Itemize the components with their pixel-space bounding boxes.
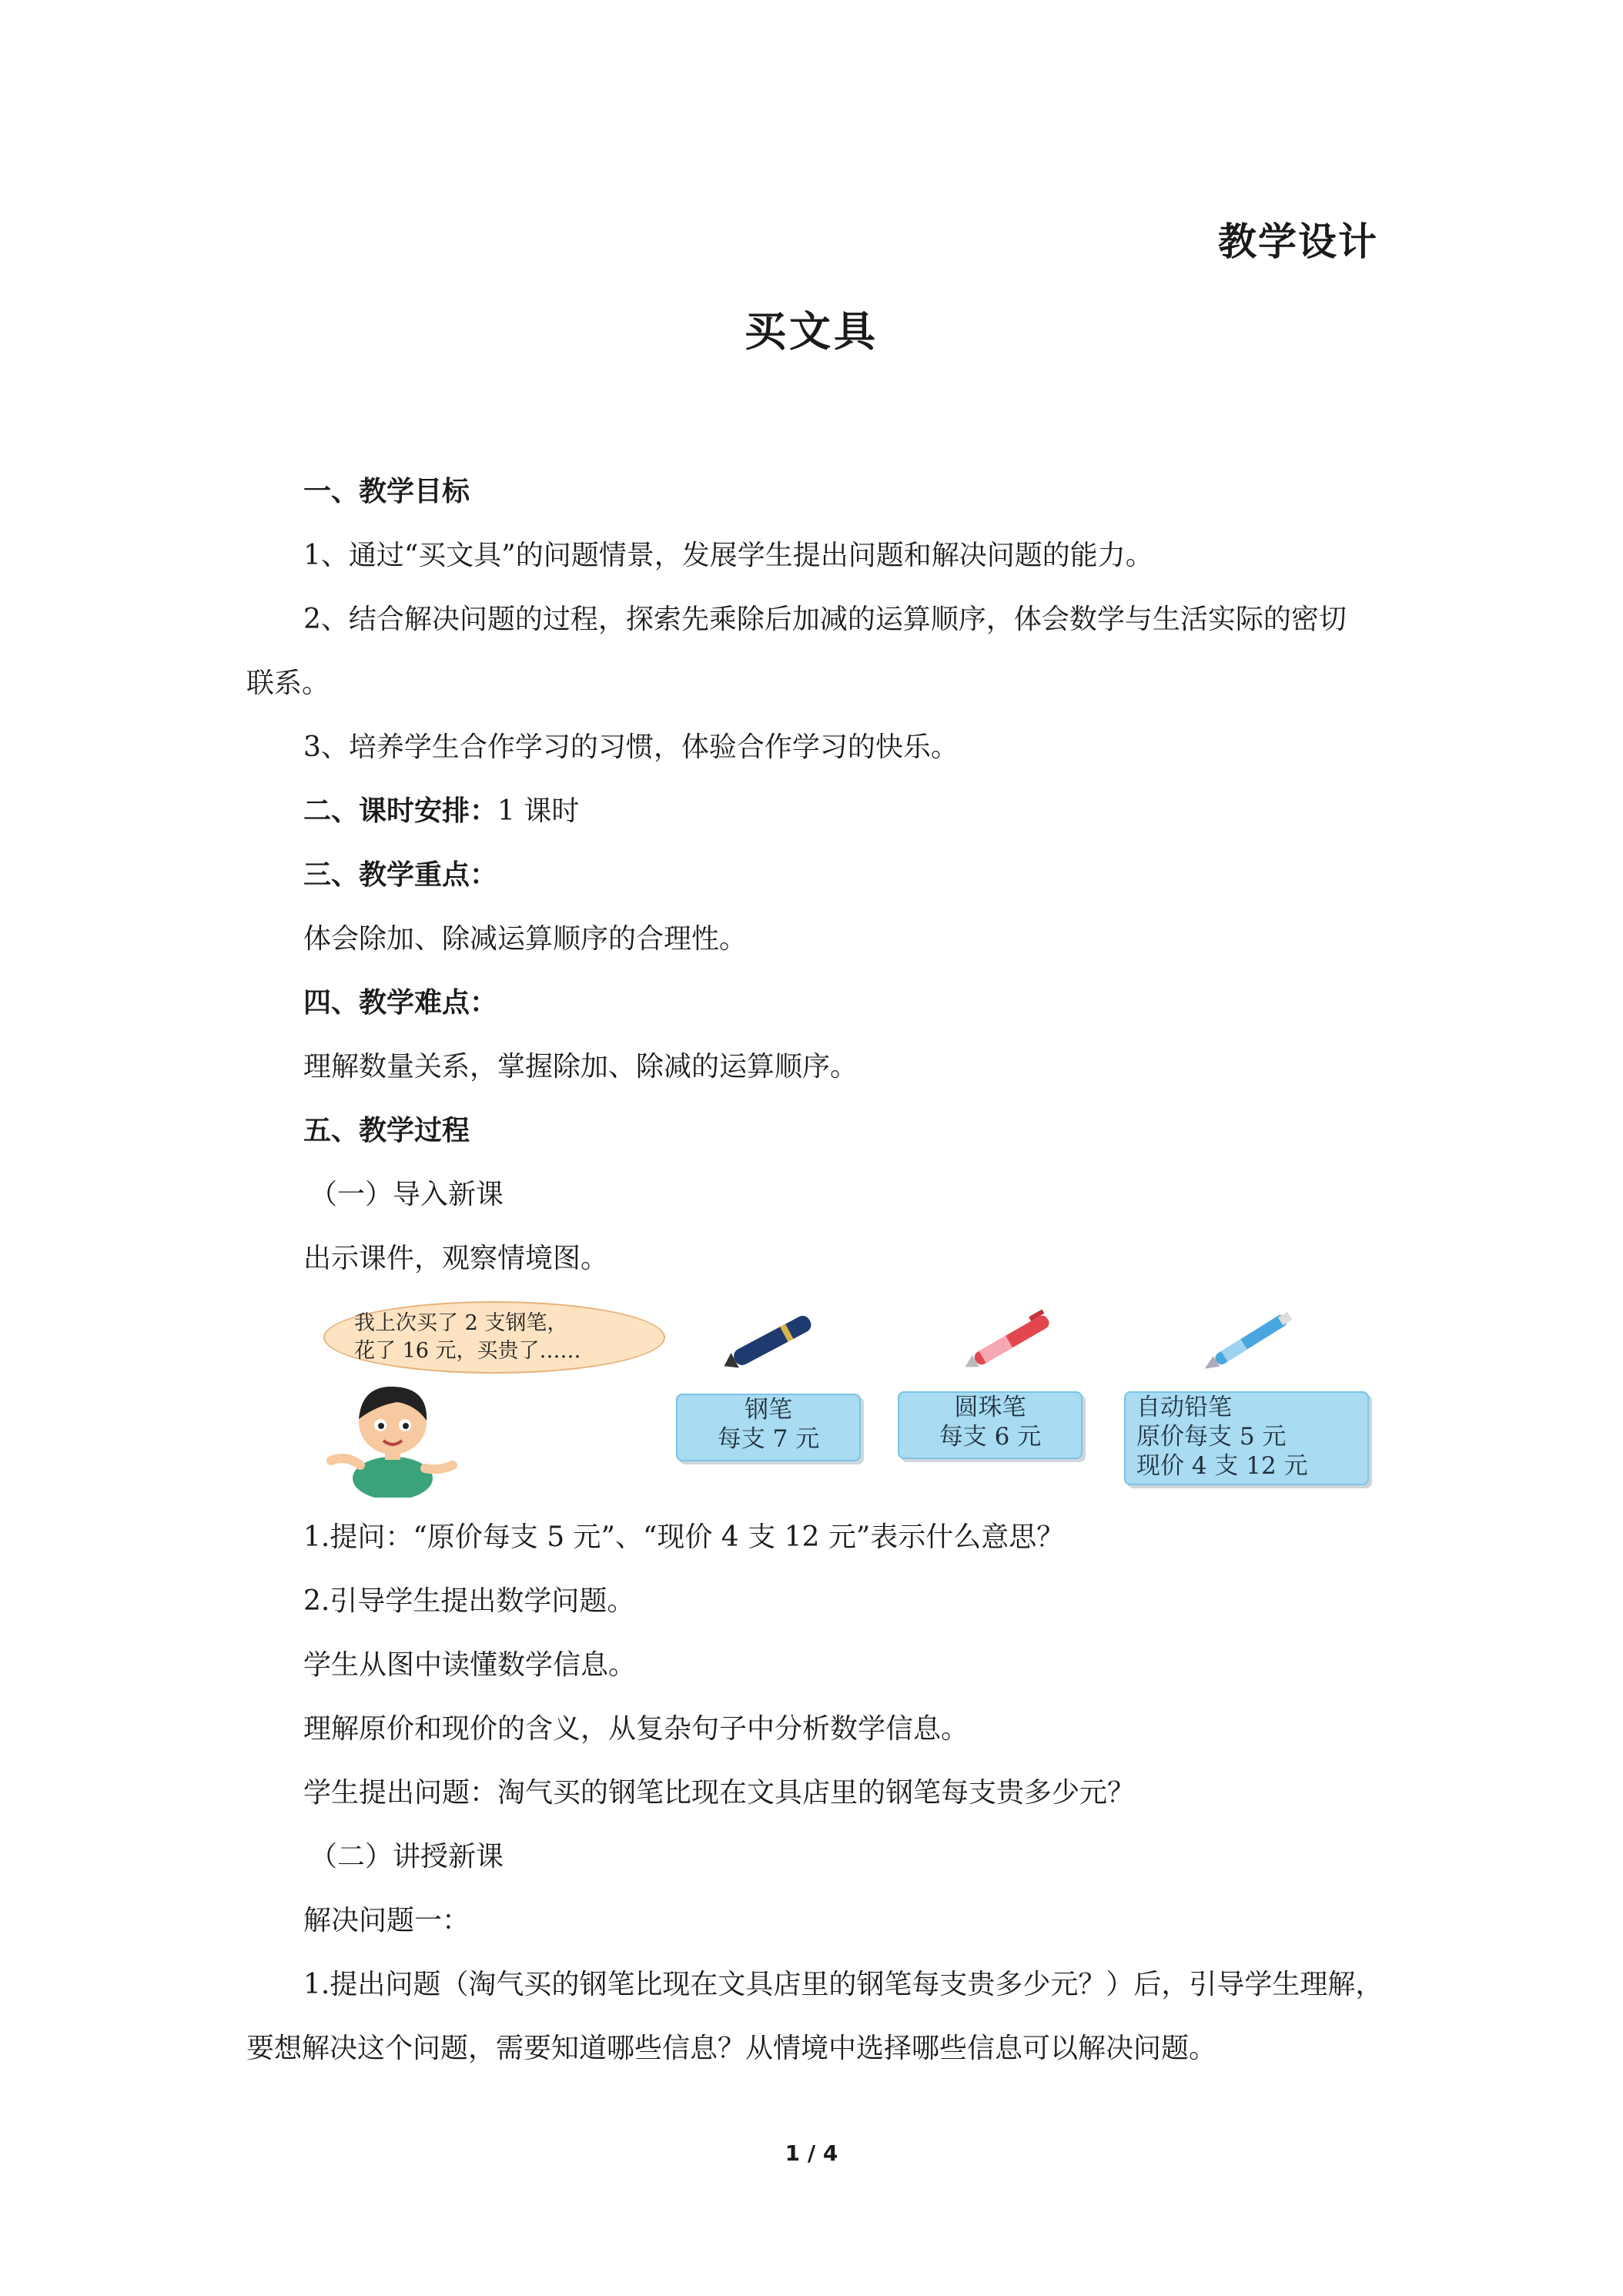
section-heading-process: 五、教学过程 <box>303 1115 470 1146</box>
speech-line-2: 花了 16 元，买贵了…… <box>354 1339 581 1363</box>
situation-illustration <box>308 1297 1386 1498</box>
student-activity-1: 学生从图中读懂数学信息。 <box>303 1649 637 1681</box>
section-heading-key-points: 三、教学重点： <box>303 859 498 891</box>
student-activity-2: 理解原价和现价的含义，从复杂句子中分析数学信息。 <box>303 1713 969 1745</box>
objective-item-2-continued: 联系。 <box>246 668 330 699</box>
student-activity-3: 学生提出问题：淘气买的钢笔比现在文具店里的钢笔每支贵多少元？ <box>303 1777 1136 1809</box>
problem-one-step-1-continued: 要想解决这个问题，需要知道哪些信息？从情境中选择哪些信息可以解决问题。 <box>246 2033 1217 2064</box>
question-2: 2.引导学生提出数学问题。 <box>303 1585 635 1617</box>
price-tag-pen <box>676 1394 861 1461</box>
tag-ballpoint-price: 每支 6 元 <box>939 1423 1042 1451</box>
objective-item-2: 2、结合解决问题的过程，探索先乘除后加减的运算顺序，体会数学与生活实际的密切 <box>303 604 1347 635</box>
subsection-heading-intro: （一）导入新课 <box>310 1179 504 1210</box>
price-tag-ballpoint <box>898 1391 1083 1459</box>
section-heading-objectives: 一、教学目标 <box>303 476 470 507</box>
speech-bubble-text <box>354 1310 581 1365</box>
objective-item-3: 3、培养学生合作学习的习惯，体验合作学习的快乐。 <box>303 731 959 763</box>
fountain-pen-icon <box>716 1297 832 1382</box>
tag-pen-name: 钢笔 <box>745 1396 792 1424</box>
price-tag-mechanical-pencil <box>1124 1391 1369 1485</box>
tag-pen-price: 每支 7 元 <box>717 1425 820 1453</box>
section-heading-schedule: 二、课时安排： <box>303 795 498 827</box>
speech-line-1: 我上次买了 2 支钢笔， <box>354 1311 568 1335</box>
page-title: 买文具 <box>745 307 878 356</box>
ballpoint-pen-icon <box>955 1297 1070 1382</box>
tag-pencil-name: 自动铅笔 <box>1136 1394 1232 1421</box>
tag-pencil-original-price: 原价每支 5 元 <box>1136 1423 1287 1451</box>
schedule-value: 1 课时 <box>497 795 580 827</box>
key-points-text: 体会除加、除减运算顺序的合理性。 <box>303 923 748 955</box>
page-number: 1 / 4 <box>785 2140 838 2166</box>
boy-character-icon <box>323 1374 462 1498</box>
question-1: 1.提问：“原价每支 5 元”、“现价 4 支 12 元”表示什么意思？ <box>303 1521 1065 1553</box>
objective-item-1: 1、通过“买文具”的问题情景，发展学生提出问题和解决问题的能力。 <box>303 540 1153 571</box>
schedule-line <box>303 789 579 828</box>
problem-one-label: 解决问题一： <box>303 1905 470 1936</box>
difficulties-text: 理解数量关系，掌握除加、除减的运算顺序。 <box>303 1051 858 1083</box>
section-heading-difficulties: 四、教学难点： <box>303 987 498 1019</box>
document-type-label: 教学设计 <box>1218 219 1378 264</box>
mechanical-pencil-icon <box>1193 1297 1309 1382</box>
tag-ballpoint-name: 圆珠笔 <box>954 1394 1026 1421</box>
tag-pencil-current-price: 现价 4 支 12 元 <box>1136 1452 1308 1480</box>
subsection-heading-new-lesson: （二）讲授新课 <box>310 1841 504 1873</box>
problem-one-step-1: 1.提出问题（淘气买的钢笔比现在文具店里的钢笔每支贵多少元？）后，引导学生理解， <box>303 1969 1384 2000</box>
intro-text: 出示课件，观察情境图。 <box>303 1243 609 1274</box>
